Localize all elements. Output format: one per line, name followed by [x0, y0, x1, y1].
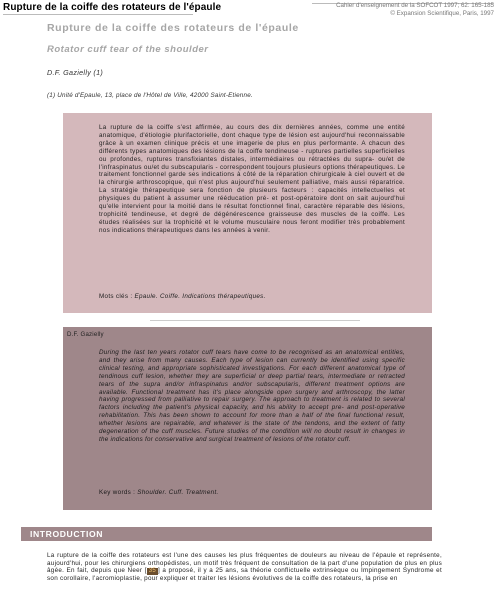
section-divider	[150, 320, 360, 321]
journal-meta	[304, 2, 494, 18]
header-rule	[3, 14, 193, 15]
article-title-fr: Rupture de la coiffe des rotateurs de l'épaule	[47, 22, 299, 34]
introduction-heading-bar	[21, 527, 432, 541]
publisher-line: © Expansion Scientifique, Paris, 1997	[390, 10, 494, 17]
keywords-en	[99, 489, 405, 496]
abstract-en-box	[63, 327, 432, 510]
keywords-en-label: Key words :	[99, 489, 138, 496]
author-line: D.F. Gazielly (1)	[47, 68, 104, 77]
abstract-fr-text: La rupture de la coiffe s'est affirmée, au cours des dix dernières années, comme une entité anatomique, d'étiologie plurifactorielle, dont chaque type de lésion est aujourd'hui reconnaissable grâce à un examen clinique précis et une imagerie de plus en plus performante. A chacun des différents types anatomiques des lésions de la coiffe tendineuse - ruptures partielles superficielles ou profondes, ruptures transfixiantes distales, intermédiaires ou rétractées du supra- ou/et de l'infraspinatus ou/et du subscapularis - correspondent toujours plusieurs options thérapeutiques. Le traitement fonctionnel garde ses indications à côté de la réparation chirurgicale à ciel ouvert et de la chirurgie arthroscopique, qui n'est plus aujourd'hui seulement palliative, mais aussi réparatrice. La stratégie thérapeutique sera fonction de plusieurs facteurs : capacités intellectuelles et physiques du patient à assumer une rééducation pré- et post-opératoire dont on sait aujourd'hui qu'elle intervient pour la moitié dans le résultat fonctionnel final, caractère réparable des lésions, trophicité tendineuse, et degré de dégénérescence graisseuse des muscles de la coiffe. Les études réalisées sur la trophicité et le volume musculaire nous feront modifier très probablement nos indications thérapeutiques dans les années à venir.	[99, 124, 405, 234]
journal-citation: Cahier d'enseignement de la SOFCOT 1997; 62: 165-185	[336, 2, 494, 9]
reference-link[interactable]: 35	[148, 568, 156, 575]
intro-text-part1: La rupture de la coiffe des rotateurs est l'une des causes les plus fréquentes de douleurs au niveau de l'épaule et représente, aujourd'hui, pour les chirurgiens orthopédistes, un motif très fréquent de consultation de la part d'une population de plus en plus âgée. En fait, depuis que Neer [	[47, 552, 442, 575]
keywords-fr-label: Mots clés :	[99, 293, 135, 300]
keywords-en-values: Shoulder. Cuff. Treatment.	[137, 489, 219, 496]
introduction-paragraph	[47, 552, 442, 583]
abstract-en-text: During the last ten years rotator cuff tears have come to be recognised as an anatomical entities, and they arise from many causes. Each type of lesion can currently be identified using specific clinical testing, and appropriate sophisticated investigations. For each different anatomical type of tendinous cuff lesion, whether they are superficial or deep partial tears, intermediate or retracted tears of the supra and/or infraspinatus and/or subscapularis, different treatment options are available. Functional treatment has it's place alongside open surgery and arthroscopy, the latter having progressed from palliative to repair surgery. The approach to treatment is related to several factors including the patient's physical capacity, and his ability to accept pre- and post-operative rehabilitation. This has been shown to account for more than a half of the final functional result, whether lesions are repairable, and whatever is the state of the tendons, and the extent of fatty degeneration of the cuff muscles. Future studies of the condition will no doubt result in changes in the indications for conservative and surgical treatment of lesions of the rotator cuff.	[99, 349, 405, 443]
affiliation-line: (1) Unité d'Epaule, 13, place de l'Hôtel de Ville, 42000 Saint-Etienne.	[47, 92, 253, 99]
abstract-fr-box	[63, 113, 432, 313]
keywords-fr-values: Epaule. Coiffe. Indications thérapeutiques.	[134, 293, 266, 300]
keywords-fr	[99, 293, 405, 300]
article-title-en: Rotator cuff tear of the shoulder	[47, 44, 209, 55]
intro-text-part2: ] a proposé, il y a 25 ans, sa théorie conflictuelle extrinsèque ou Impingement Syndrome et son corollaire, l'acromioplastie, pour expliquer et traiter les lésions évolutives de la coiffe des rotateurs, la prise en	[47, 567, 442, 583]
introduction-heading: INTRODUCTION	[30, 529, 104, 539]
abstract-en-author: D.F. Gazielly	[67, 331, 104, 338]
running-header-title: Rupture de la coiffe des rotateurs de l'épaule	[3, 2, 222, 13]
